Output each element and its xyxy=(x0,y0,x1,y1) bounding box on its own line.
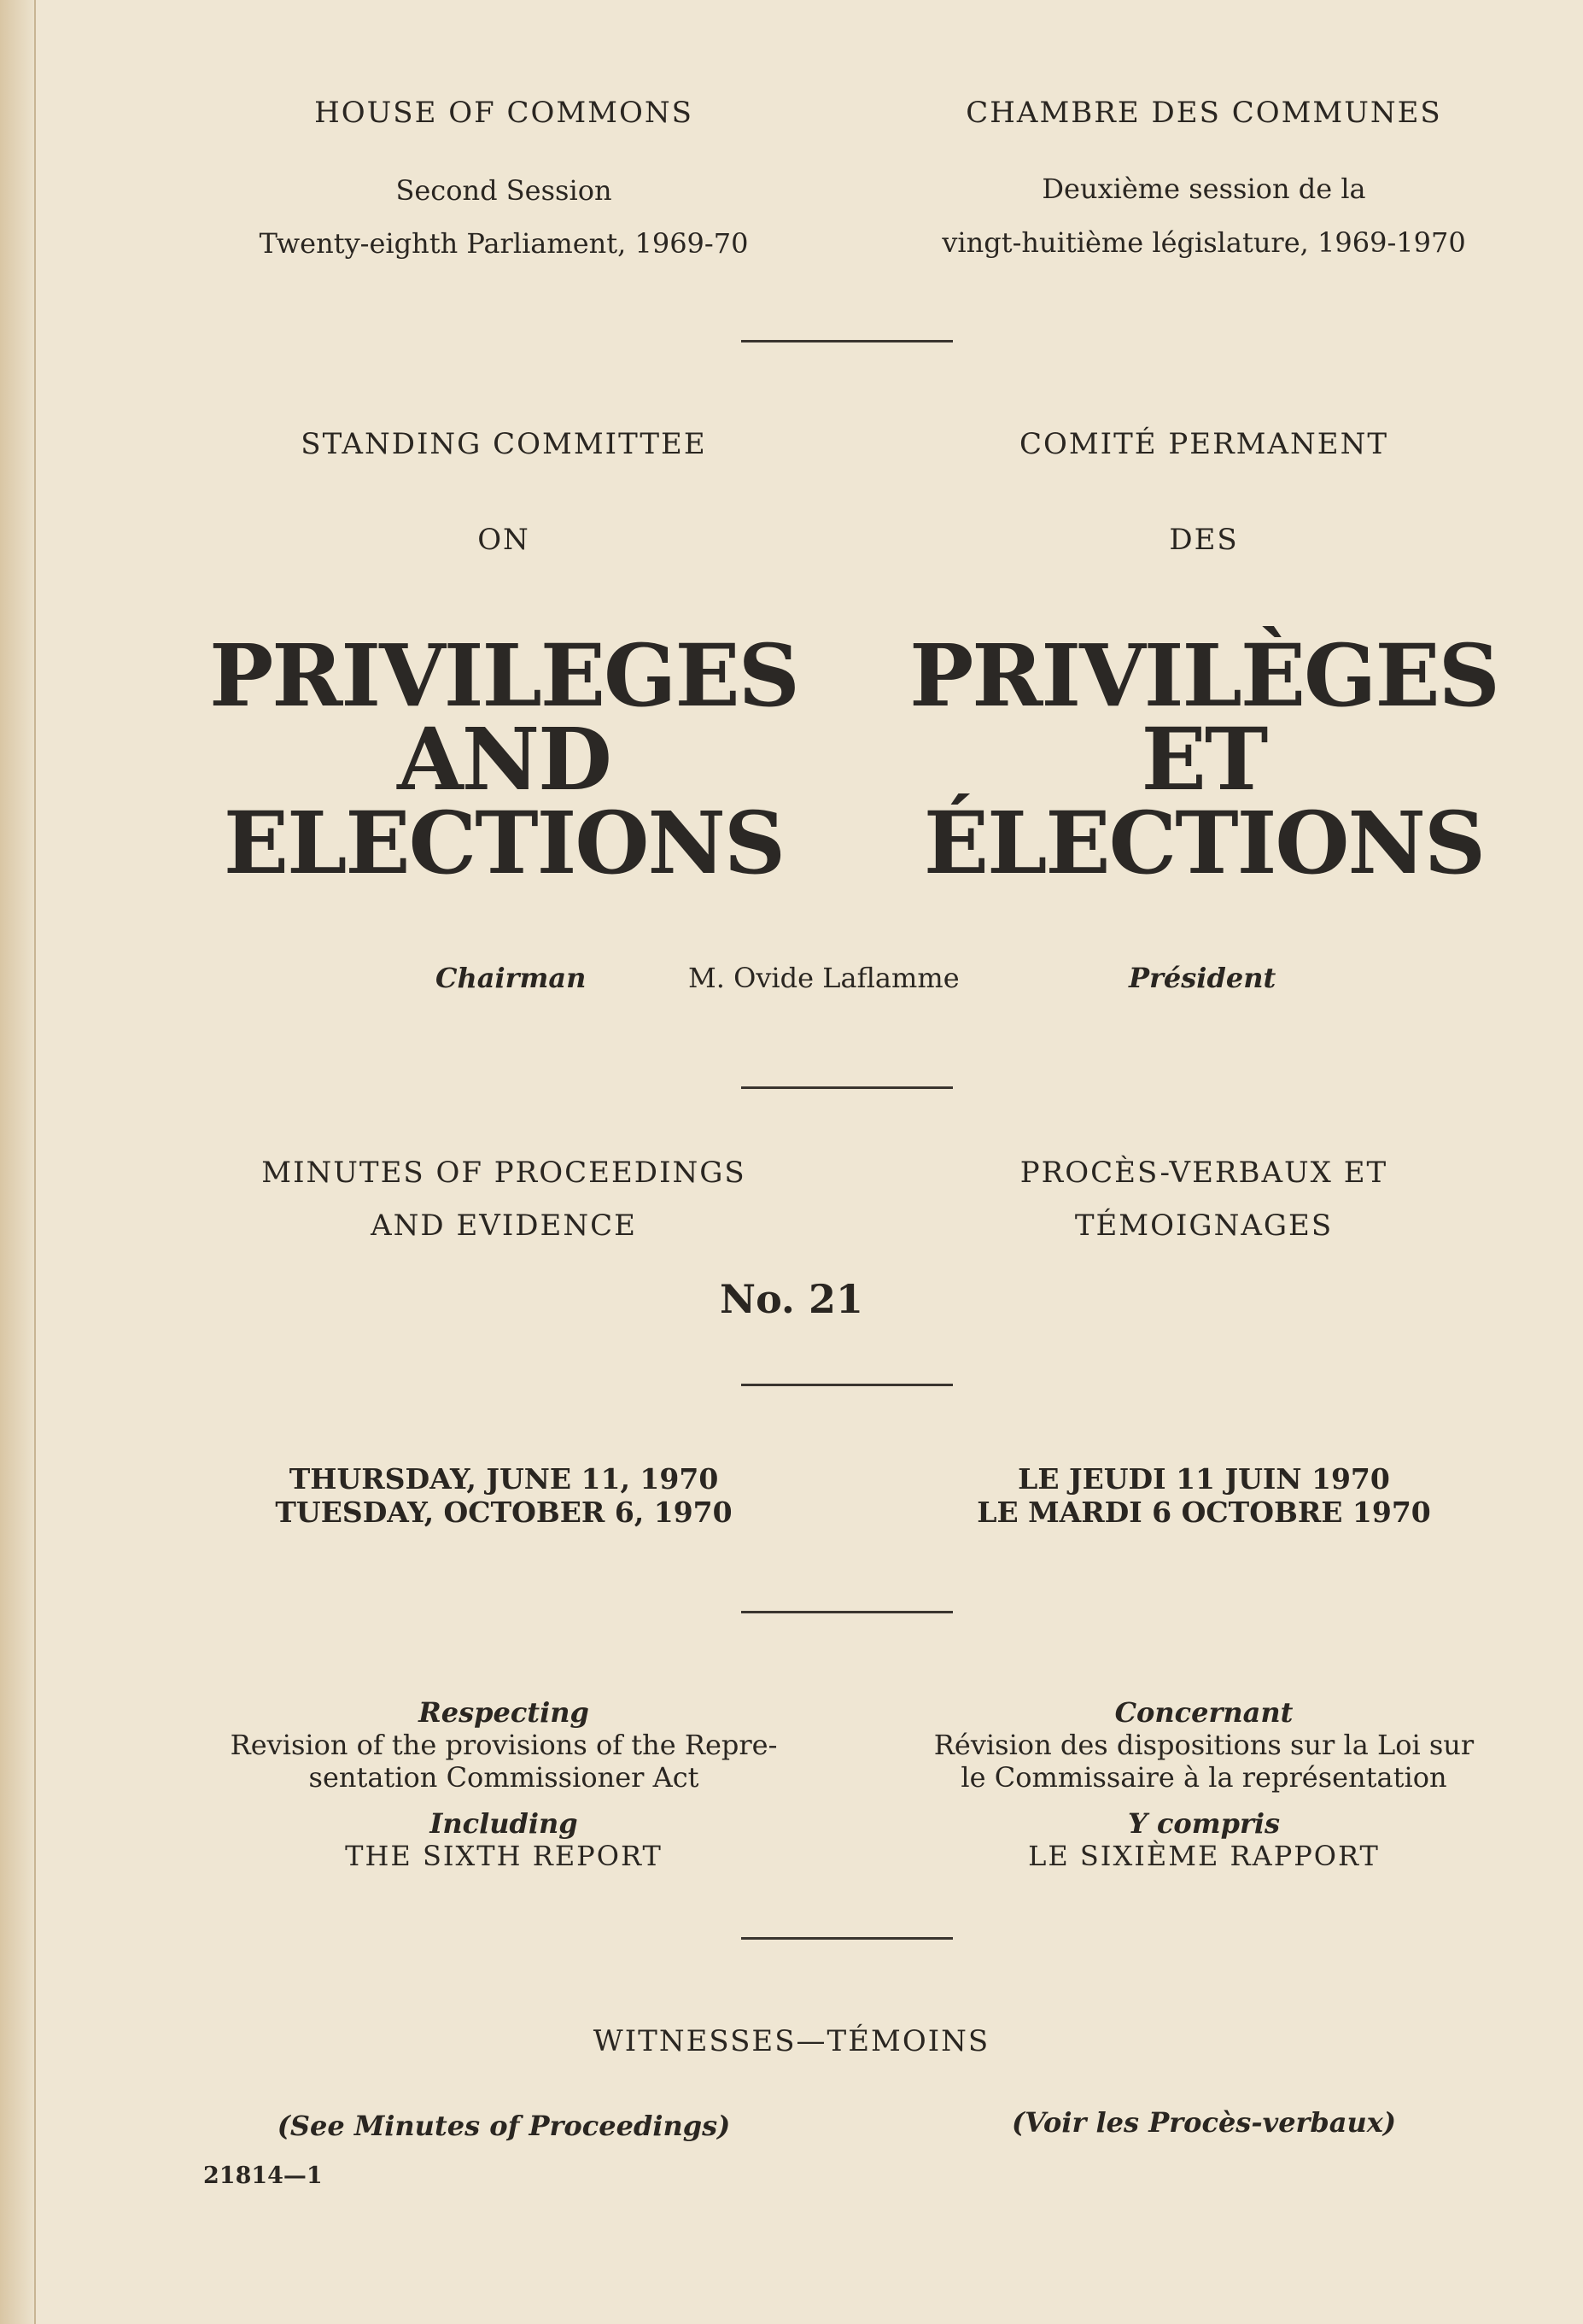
divider-rule xyxy=(741,1937,953,1940)
comite-permanent-label: COMITÉ PERMANENT xyxy=(1019,427,1389,461)
voir-proces-verbaux-note: (Voir les Procès-verbaux) xyxy=(1011,2106,1396,2139)
des-label: DES xyxy=(1169,523,1239,557)
chairman-label: Chairman xyxy=(435,962,587,994)
page-binding-edge xyxy=(0,0,34,2324)
title-line-et: ET xyxy=(1141,709,1267,810)
proces-verbaux-line1: PROCÈS-VERBAUX ET xyxy=(1019,1156,1388,1190)
concernant-label: Concernant xyxy=(1114,1696,1294,1729)
date-line: TUESDAY, OCTOBER 6, 1970 xyxy=(275,1496,733,1529)
title-line-elections-fr: ÉLECTIONS xyxy=(923,793,1485,893)
binding-fold-line xyxy=(34,0,36,2324)
subject-text-line: Révision des dispositions sur la Loi sur xyxy=(933,1729,1475,1761)
y-compris-label: Y compris xyxy=(1127,1807,1281,1840)
subject-fr xyxy=(854,1696,1554,1872)
chambre-des-communes-title: CHAMBRE DES COMMUNES xyxy=(966,96,1442,130)
witnesses-title: WITNESSES—TÉMOINS xyxy=(593,2024,990,2058)
title-line-privileges-fr: PRIVILÈGES xyxy=(909,625,1498,726)
title-line-elections: ELECTIONS xyxy=(223,793,785,893)
parliament-label-fr: vingt-huitième législature, 1969-1970 xyxy=(942,226,1466,259)
standing-committee-label: STANDING COMMITTEE xyxy=(301,427,707,461)
president-label: Président xyxy=(1129,962,1276,994)
date-line: THURSDAY, JUNE 11, 1970 xyxy=(289,1462,719,1496)
subject-text-line: le Commissaire à la représentation xyxy=(961,1761,1447,1794)
chairman-name: M. Ovide Laflamme xyxy=(688,962,960,994)
print-code: 21814—1 xyxy=(203,2163,323,2189)
session-label-fr: Deuxième session de la xyxy=(1042,173,1366,205)
title-line-and: AND xyxy=(397,709,610,810)
minutes-label-line1: MINUTES OF PROCEEDINGS xyxy=(261,1156,746,1190)
dates-en xyxy=(171,1462,837,1529)
subject-en xyxy=(171,1696,837,1872)
house-of-commons-title: HOUSE OF COMMONS xyxy=(314,96,693,130)
proces-verbaux-line2: TÉMOIGNAGES xyxy=(1074,1209,1334,1243)
issue-number: No. 21 xyxy=(720,1276,863,1322)
minutes-label-line2: AND EVIDENCE xyxy=(371,1209,637,1243)
on-label: ON xyxy=(477,523,530,557)
respecting-label: Respecting xyxy=(418,1696,589,1729)
divider-rule xyxy=(741,1086,953,1089)
divider-rule xyxy=(741,1384,953,1386)
sixth-report-label: THE SIXTH REPORT xyxy=(345,1840,663,1872)
divider-rule xyxy=(741,340,953,342)
sixieme-rapport-label: LE SIXIÈME RAPPORT xyxy=(1028,1840,1380,1872)
subject-text-line: sentation Commissioner Act xyxy=(308,1761,699,1794)
date-line: LE MARDI 6 OCTOBRE 1970 xyxy=(977,1496,1431,1529)
committee-title-en xyxy=(154,625,854,893)
parliament-label-en: Twenty-eighth Parliament, 1969-70 xyxy=(259,227,749,260)
including-label: Including xyxy=(429,1807,578,1840)
committee-title-fr xyxy=(854,625,1554,893)
subject-text-line: Revision of the provisions of the Repre- xyxy=(230,1729,778,1761)
dates-fr xyxy=(854,1462,1554,1529)
date-line: LE JEUDI 11 JUIN 1970 xyxy=(1018,1462,1390,1496)
title-line-privileges: PRIVILEGES xyxy=(209,625,798,726)
divider-rule xyxy=(741,1611,953,1613)
session-label-en: Second Session xyxy=(395,174,612,207)
see-minutes-note: (See Minutes of Proceedings) xyxy=(277,2110,731,2142)
